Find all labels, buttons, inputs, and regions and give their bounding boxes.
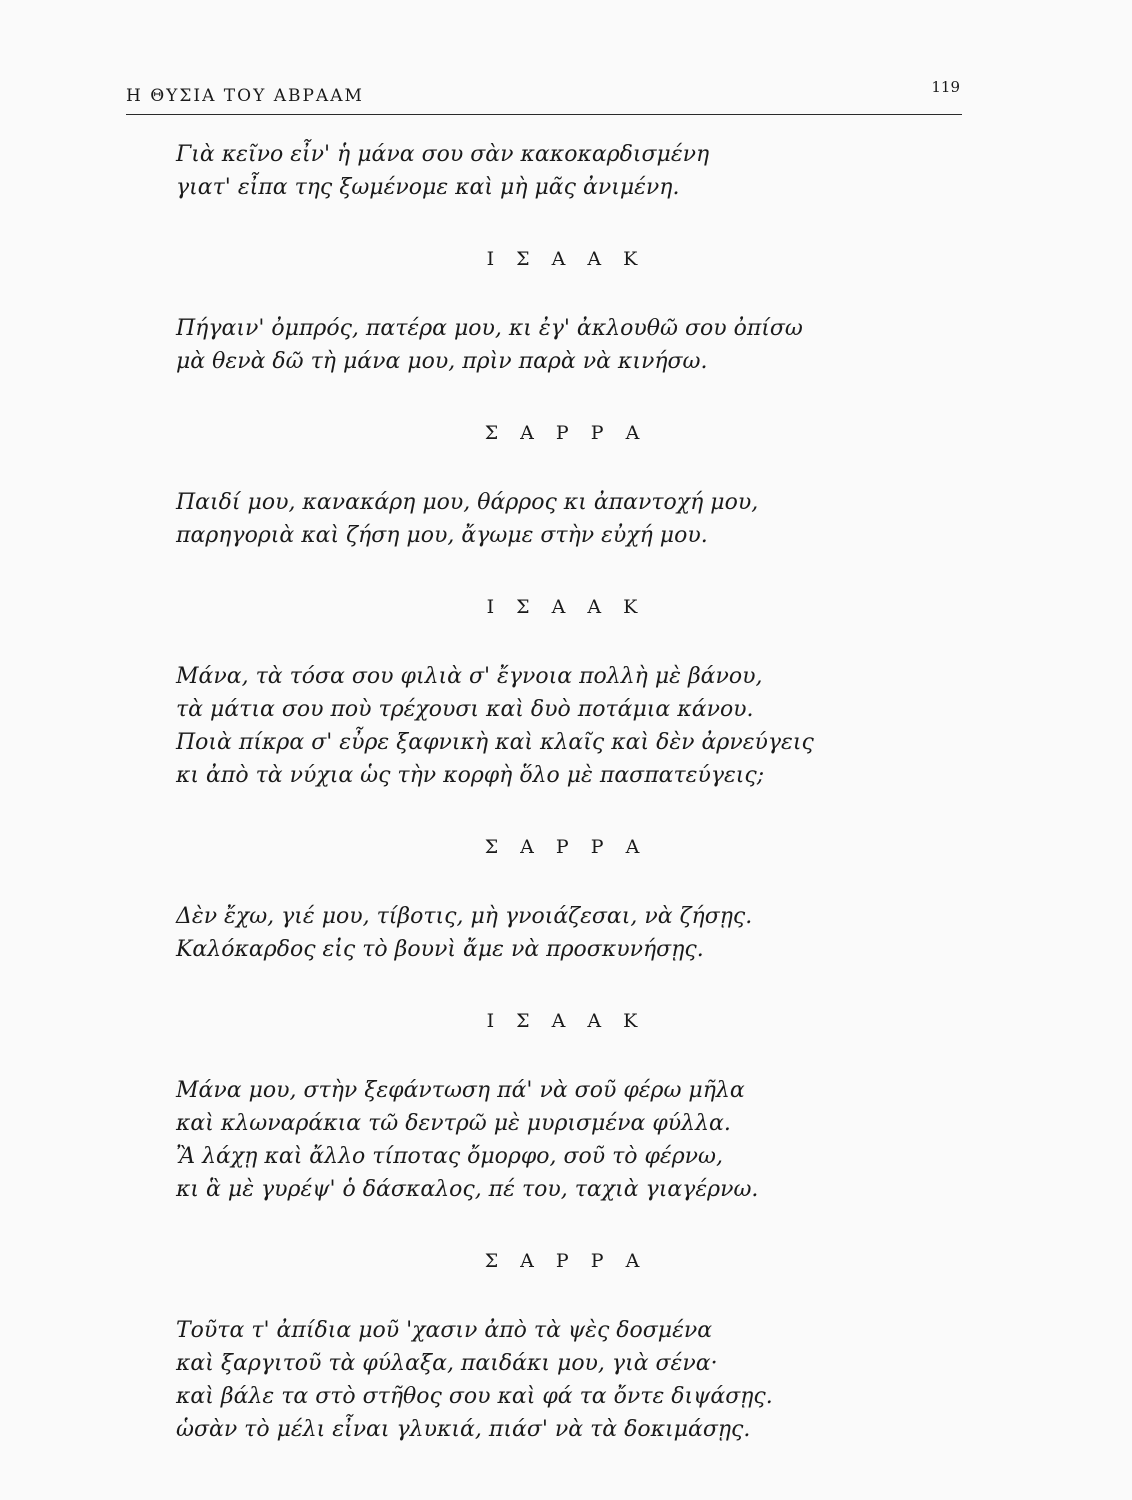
verse-line: Πήγαιν' ὀμπρός, πατέρα μου, κι ἐγ' ἀκλουθῶ σου ὀπίσω bbox=[176, 316, 803, 341]
verse-line: κι ἀπὸ τὰ νύχια ὡς τὴν κορφὴ ὅλο μὲ πασπατεύγεις; bbox=[176, 763, 765, 788]
speaker-heading: Σ Α Ρ Ρ Α bbox=[484, 422, 648, 444]
speaker-heading: Ι Σ Α Α Κ bbox=[486, 596, 646, 618]
page-header bbox=[126, 78, 962, 108]
poem-body bbox=[176, 138, 916, 1446]
verse-line: κι ἃ μὲ γυρέψ' ὁ δάσκαλος, πέ του, ταχιὰ γιαγέρνω. bbox=[176, 1177, 759, 1202]
stanza bbox=[176, 1314, 916, 1446]
verse-line: καὶ ξαργιτοῦ τὰ φύλαξα, παιδάκι μου, γιὰ σένα· bbox=[176, 1351, 718, 1376]
speaker-heading: Ι Σ Α Α Κ bbox=[486, 1010, 646, 1032]
verse-line: γιατ' εἶπα της ξωμένομε καὶ μὴ μᾶς ἀνιμένη. bbox=[176, 175, 680, 200]
speaker-heading: Σ Α Ρ Ρ Α bbox=[484, 836, 648, 858]
verse-line: Παιδί μου, κανακάρη μου, θάρρος κι ἀπαντοχή μου, bbox=[176, 490, 759, 515]
stanza bbox=[176, 660, 916, 792]
speaker-heading: Σ Α Ρ Ρ Α bbox=[484, 1250, 648, 1272]
verse-line: Μάνα, τὰ τόσα σου φιλιὰ σ' ἔγνοια πολλὴ μὲ βάνου, bbox=[176, 664, 763, 689]
speaker-heading: Ι Σ Α Α Κ bbox=[486, 248, 646, 270]
stanza bbox=[176, 138, 916, 204]
verse-line: Καλόκαρδος εἰς τὸ βουνὶ ἄμε νὰ προσκυνήσῃς. bbox=[176, 937, 704, 962]
verse-line: καὶ βάλε τα στὸ στῆθος σου καὶ φά τα ὄντε διψάσῃς. bbox=[176, 1384, 773, 1409]
page-number: 119 bbox=[931, 78, 960, 96]
verse-line: ὡσὰν τὸ μέλι εἶναι γλυκιά, πιάσ' νὰ τὰ δοκιμάσῃς. bbox=[176, 1417, 751, 1442]
header-rule bbox=[126, 114, 962, 115]
verse-line: Μάνα μου, στὴν ξεφάντωση πά' νὰ σοῦ φέρω μῆλα bbox=[176, 1078, 745, 1103]
stanza bbox=[176, 486, 916, 552]
stanza bbox=[176, 1074, 916, 1206]
stanza bbox=[176, 312, 916, 378]
verse-line: παρηγοριὰ καὶ ζήση μου, ἄγωμε στὴν εὐχή μου. bbox=[176, 523, 708, 548]
stanza bbox=[176, 900, 916, 966]
running-head: Η ΘΥΣΙΑ ΤΟΥ ΑΒΡΑΑΜ bbox=[126, 86, 364, 106]
verse-line: τὰ μάτια σου ποὺ τρέχουσι καὶ δυὸ ποτάμια κάνου. bbox=[176, 697, 754, 722]
verse-line: Γιὰ κεῖνο εἶν' ἡ μάνα σου σὰν κακοκαρδισμένη bbox=[176, 142, 710, 167]
verse-line: Τοῦτα τ' ἀπίδια μοῦ 'χασιν ἀπὸ τὰ ψὲς δοσμένα bbox=[176, 1318, 713, 1343]
verse-line: Δὲν ἔχω, γιέ μου, τίβοτις, μὴ γνοιάζεσαι, νὰ ζήσῃς. bbox=[176, 904, 753, 929]
verse-line: Ποιὰ πίκρα σ' εὖρε ξαφνικὴ καὶ κλαῖς καὶ δὲν ἀρνεύγεις bbox=[176, 730, 814, 755]
verse-line: Ἂ λάχῃ καὶ ἄλλο τίποτας ὄμορφο, σοῦ τὸ φέρνω, bbox=[176, 1144, 723, 1169]
verse-line: καὶ κλωναράκια τῶ δεντρῶ μὲ μυρισμένα φύλλα. bbox=[176, 1111, 731, 1136]
verse-line: μὰ θενὰ δῶ τὴ μάνα μου, πρὶν παρὰ νὰ κινήσω. bbox=[176, 349, 708, 374]
